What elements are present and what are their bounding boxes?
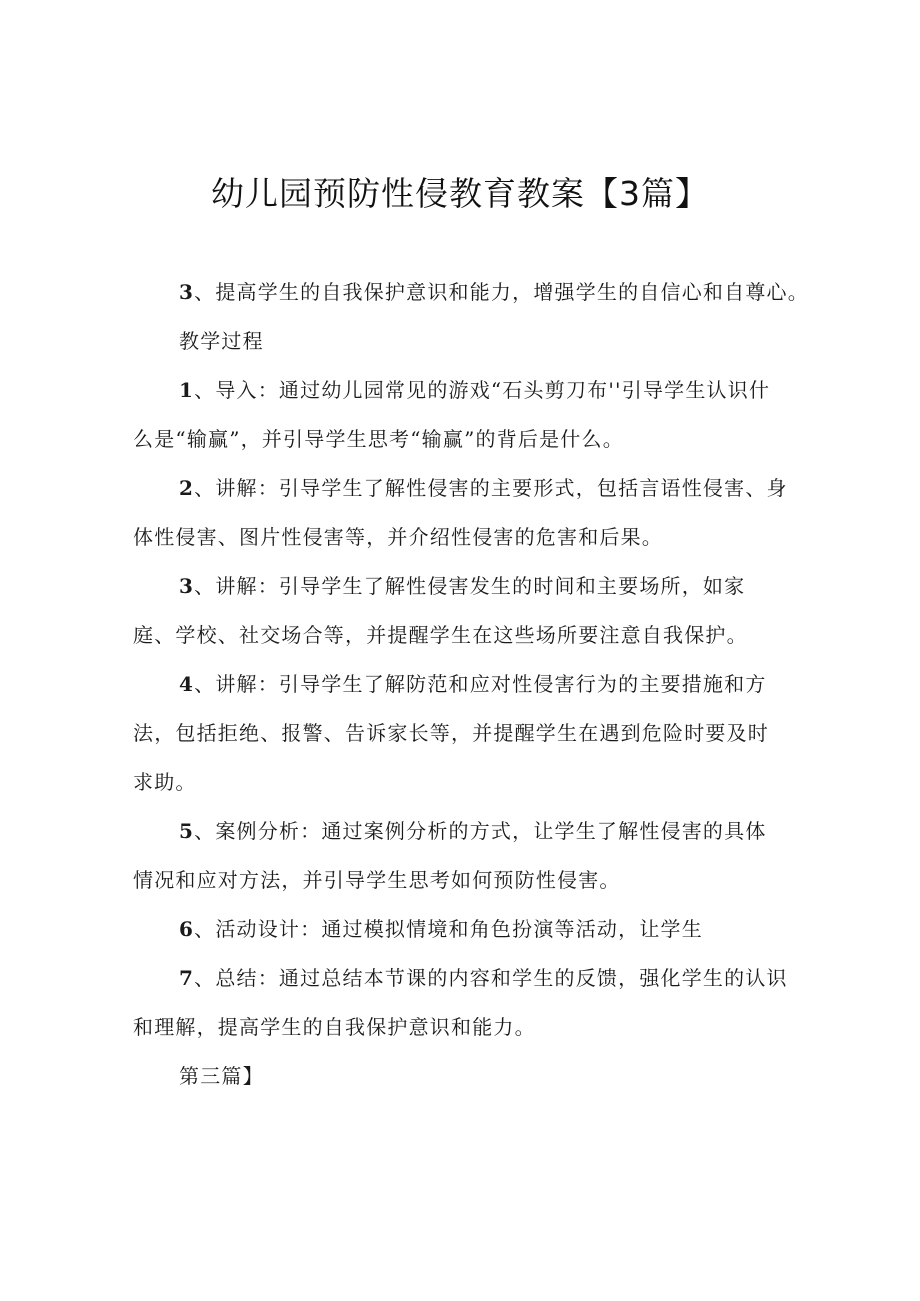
paragraph-line: 体性侵害、图片性侵害等，并介绍性侵害的危害和后果。 — [133, 525, 663, 549]
paragraph-line: 第三篇】 — [179, 1064, 264, 1088]
paragraph-line: 、提高学生的自我保护意识和能力，增强学生的自信心和自尊心。 — [194, 280, 809, 304]
paragraph-line: 、讲解：引导学生了解防范和应对性侵害行为的主要措施和方 — [194, 672, 767, 696]
paragraph-line: 、讲解：引导学生了解性侵害发生的时间和主要场所，如家 — [194, 574, 746, 598]
paragraph-number: 3 — [179, 280, 195, 304]
paragraph-line: 、案例分析：通过案例分析的方式，让学生了解性侵害的具体 — [194, 819, 767, 843]
paragraph-number: 1 — [179, 378, 195, 402]
paragraph-line: 、总结：通过总结本节课的内容和学生的反馈，强化学生的认识 — [194, 966, 788, 990]
paragraph-step-3 — [133, 562, 803, 660]
section-heading-teaching-process — [133, 317, 803, 366]
paragraph-line: 求助。 — [133, 770, 197, 794]
paragraph-line: 、讲解：引导学生了解性侵害的主要形式，包括言语性侵害、身 — [194, 476, 788, 500]
paragraph-line: 、活动设计：通过模拟情境和角色扮演等活动，让学生 — [194, 917, 703, 941]
document-body — [133, 268, 809, 1101]
paragraph-line: 情况和应对方法，并引导学生思考如何预防性侵害。 — [133, 868, 621, 892]
paragraph-number: 3 — [179, 574, 195, 598]
paragraph-step-5 — [133, 807, 803, 905]
paragraph-line: 么是“输赢”，并引导学生思考“输赢”的背后是什么。 — [133, 427, 624, 451]
paragraph-step-1 — [133, 366, 803, 464]
paragraph-step-4 — [133, 660, 803, 807]
paragraph-line: 教学过程 — [179, 329, 264, 353]
paragraph-step-2 — [133, 464, 803, 562]
document-title: 幼儿园预防性侵教育教案【3篇】 — [211, 174, 709, 213]
paragraph-step-7 — [133, 954, 803, 1052]
paragraph-number: 6 — [179, 917, 195, 941]
paragraph-number: 4 — [179, 672, 195, 696]
paragraph-step-6 — [133, 905, 803, 954]
paragraph-line: 和理解，提高学生的自我保护意识和能力。 — [133, 1015, 536, 1039]
paragraph-number: 5 — [179, 819, 195, 843]
paragraph-number: 2 — [179, 476, 195, 500]
paragraph-line: 法，包括拒绝、报警、告诉家长等，并提醒学生在遇到危险时要及时 — [133, 721, 769, 745]
section-heading-part-three — [133, 1052, 803, 1101]
paragraph-line: 庭、学校、社交场合等，并提醒学生在这些场所要注意自我保护。 — [133, 623, 748, 647]
paragraph-number: 7 — [179, 966, 195, 990]
paragraph-line: 、导入：通过幼儿园常见的游戏“石头剪刀布''引导学生认识什 — [194, 378, 771, 402]
paragraph-goal-3 — [133, 268, 809, 317]
